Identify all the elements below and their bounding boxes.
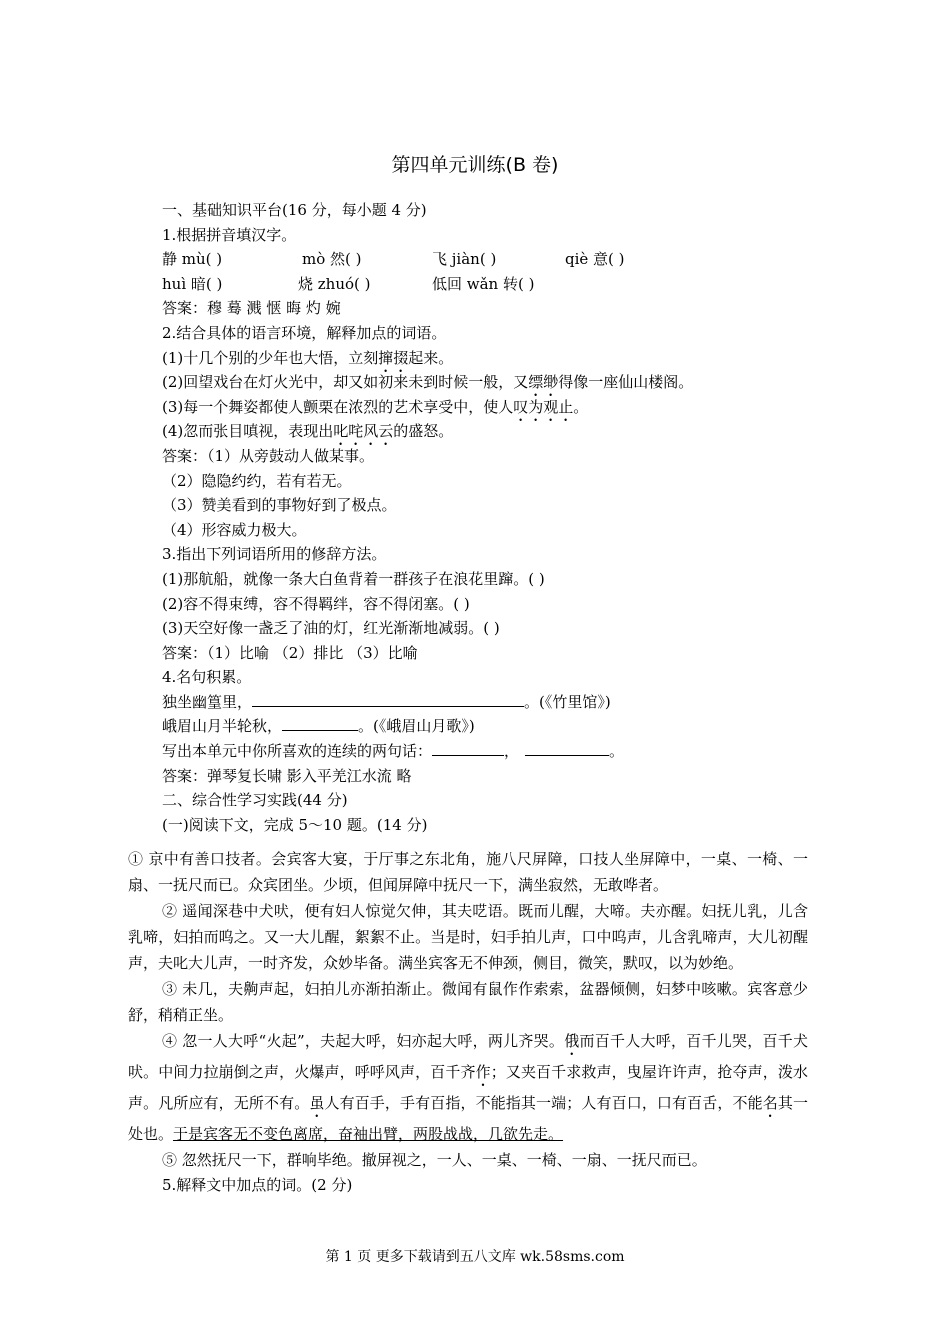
passage-paragraph	[128, 1028, 808, 1147]
question-stem: 5.解释文中加点的词。(2 分)	[162, 1176, 353, 1194]
pinyin-row	[128, 247, 808, 272]
answer-line: （4）形容威力极大。	[162, 520, 307, 539]
passage-paragraph: ⑤ 忽然抚尺一下，群响毕绝。撤屏视之，一人、一桌、一椅、一扇、一抚尺而已。	[162, 1151, 707, 1169]
answer-line: 答案：（1）从旁鼓动人做某事。	[162, 446, 375, 465]
answer-blank[interactable]	[432, 739, 504, 756]
page-footer: 第 1 页 更多下载请到五八文库 wk.58sms.com	[325, 1249, 625, 1265]
passage-text: 而百千人大呼，百千儿哭，百千犬吠。中间力拉崩倒之声，火爆声，呼呼风声，百千齐	[128, 1032, 808, 1081]
sentence-text: 。(《峨眉山月歌》)	[358, 717, 475, 736]
sentence-text: 的盛怒。	[393, 422, 454, 441]
question-stem: 3.指出下列词语所用的修辞方法。	[162, 545, 387, 564]
dotted-word: 叱咤风云	[333, 422, 394, 441]
sentence-text: 。	[573, 397, 589, 416]
sentence-text: 。	[609, 742, 625, 761]
fill-blank-line	[128, 714, 808, 739]
passage-text: ；又夹百千求救声，曳屋许许声，抢夺声，泼水声。凡所应有，无所不有。	[128, 1063, 808, 1112]
sentence-item	[128, 370, 808, 395]
pinyin-item: huì 暗( )	[162, 274, 223, 293]
sentence-text: (1)十几个别的少年也大悟，立刻	[162, 348, 379, 367]
pinyin-item: 静 mù( )	[162, 250, 223, 269]
sentence-text: (2)回望戏台在灯火光中，却又如初来未到时候一般，又	[162, 373, 529, 392]
pinyin-item: 飞 jiàn( )	[432, 250, 497, 269]
passage-text: 其一处也。	[128, 1094, 808, 1143]
fill-blank-line	[128, 690, 808, 715]
sentence-text: (4)忽而张目嗔视，表现出	[162, 422, 334, 441]
answer-line: （2）隐隐约约，若有若无。	[162, 471, 352, 490]
sentence-text: ，	[504, 742, 520, 761]
passage-paragraph: ① 京中有善口技者。会宾客大宴，于厅事之东北角，施八尺屏障，口技人坐屏障中，一桌、一椅、一扇、一抚尺而已。众宾团坐。少顷，但闻屏障中抚尺一下，满坐寂然，无敢哗者。	[128, 850, 808, 894]
underlined-sentence: 于是宾客无不变色离席，奋袖出臂，两股战战，几欲先走。	[173, 1125, 564, 1143]
passage-text: 人有百手，手有百指，不能指其一端；人有百口，口有百舌，不能	[324, 1094, 763, 1112]
fill-blank-line	[128, 739, 808, 764]
answer-line: （3）赞美看到的事物好到了极点。	[162, 496, 397, 515]
sentence-text: 写出本单元中你所喜欢的连续的两句话：	[162, 742, 433, 761]
reading-intro: (一)阅读下文，完成 5～10 题。(14 分)	[162, 815, 428, 834]
pinyin-item: 烧 zhuó( )	[298, 274, 371, 293]
passage-paragraph: ③ 未几，夫齁声起，妇拍儿亦渐拍渐止。微闻有鼠作作索索，盆器倾侧，妇梦中咳嗽。宾客意少舒，稍稍正坐。	[128, 980, 808, 1024]
document-body	[128, 198, 808, 837]
dotted-word: 缥缈	[528, 373, 559, 392]
passage-text: ④ 忽一人大呼“火起”，夫起大呼，妇亦起大呼，两儿齐哭。	[162, 1032, 565, 1050]
page-title: 第四单元训练(B 卷)	[391, 154, 559, 176]
dotted-word: 名	[762, 1094, 778, 1112]
question-stem: 1.根据拼音填汉字。	[162, 225, 297, 244]
answer-blank[interactable]	[282, 714, 358, 731]
answer-blank[interactable]	[525, 739, 609, 756]
dotted-word: 虽	[309, 1094, 325, 1112]
answer-line: 答案：（1）比喻 （2）排比 （3）比喻	[162, 643, 418, 662]
sentence-text: 起来。	[408, 348, 454, 367]
dotted-word: 叹为观止	[513, 397, 574, 416]
answer-blank[interactable]	[252, 690, 524, 707]
dotted-word: 撺掇	[378, 348, 409, 367]
answer-line: 答案：弹琴复长啸 影入平羌江水流 略	[162, 766, 412, 785]
passage-paragraph: ② 遥闻深巷中犬吠，便有妇人惊觉欠伸，其夫呓语。既而儿醒，大啼。夫亦醒。妇抚儿乳，儿含乳啼，妇拍而呜之。又一大儿醒，絮絮不止。当是时，妇手拍儿声，口中呜声，儿含乳啼声，大儿初醒声，夫叱大儿声，一时齐发，众妙毕备。满坐宾客无不伸颈，侧目，微笑，默叹，以为妙绝。	[128, 902, 808, 972]
sentence-text: 得像一座仙山楼阁。	[558, 373, 694, 392]
sentence-item: (3)天空好像一盏乏了油的灯，红光渐渐地减弱。( )	[162, 619, 500, 638]
question-stem: 2.结合具体的语言环境，解释加点的词语。	[162, 323, 447, 342]
answer-line: 答案：穆 蓦 溅 惬 晦 灼 婉	[162, 299, 341, 318]
sentence-item	[128, 395, 808, 420]
question-stem: 4.名句积累。	[162, 668, 252, 687]
sentence-item: (1)那航船，就像一条大白鱼背着一群孩子在浪花里蹿。( )	[162, 569, 545, 588]
pinyin-item: mò 然( )	[302, 250, 362, 269]
sentence-text: (3)每一个舞姿都使人颤栗在浓烈的艺术享受中，使人	[162, 397, 514, 416]
sentence-text: 峨眉山月半轮秋，	[162, 717, 283, 736]
dotted-word: 作	[475, 1063, 491, 1081]
section-heading: 一、基础知识平台(16 分，每小题 4 分)	[162, 201, 427, 219]
dotted-word: 俄	[564, 1032, 580, 1050]
sentence-item	[128, 419, 808, 444]
pinyin-item: qiè 意( )	[565, 250, 625, 269]
sentence-item	[128, 346, 808, 371]
section-heading: 二、综合性学习实践(44 分)	[162, 791, 348, 810]
sentence-item: (2)容不得束缚，容不得羁绊，容不得闭塞。( )	[162, 594, 470, 613]
sentence-text: 独坐幽篁里，	[162, 692, 253, 711]
pinyin-row	[128, 272, 808, 297]
reading-passage	[128, 846, 808, 1198]
pinyin-item: 低回 wǎn 转( )	[432, 274, 535, 293]
sentence-text: 。(《竹里馆》)	[524, 692, 611, 711]
